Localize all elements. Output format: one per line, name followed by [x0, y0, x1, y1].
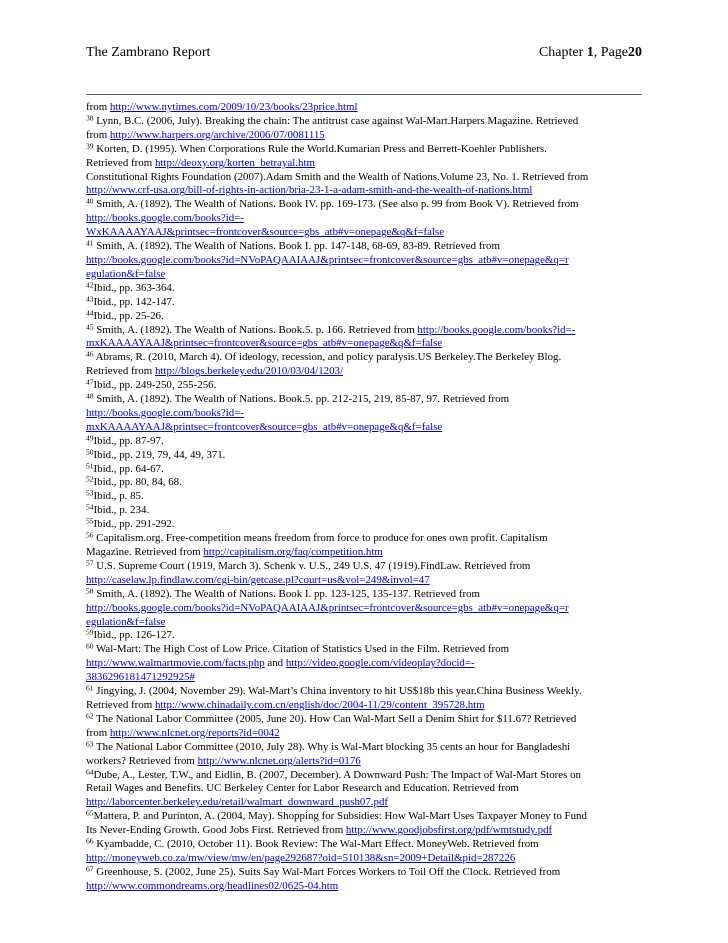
- footnote-line: [86, 824, 642, 838]
- footnote-text: Wal-Mart: The High Cost of Low Price. Citation of Statistics Used in the Film. Retrieved from: [93, 643, 510, 656]
- reference-link[interactable]: http://books.google.com/books?id=-: [86, 406, 244, 419]
- footnote-text: Its Never-Ending Growth. Good Jobs First. Retrieved from: [86, 824, 346, 837]
- footnote-line: [86, 490, 642, 504]
- footnote-text: Retrieved from: [86, 156, 155, 169]
- footnote-text: Retrieved from: [86, 365, 155, 378]
- footnote-number: 54: [86, 502, 94, 512]
- footnote-line: [86, 699, 642, 713]
- footnote-text: Smith, A. (1892). The Wealth of Nations. Book.5. pp. 212-215, 219, 85-87, 97. Retrieved from: [93, 393, 510, 406]
- reference-link[interactable]: 3836296181471292925#: [86, 671, 195, 684]
- header-rule: [86, 94, 642, 95]
- footnote-line: [86, 171, 642, 185]
- reference-link[interactable]: http://books.google.com/books?id=NVoPAQAAIAAJ&printsec=frontcover&source=gbs_atb#v=onepage&q=r: [86, 601, 569, 614]
- footnote-number: 44: [86, 308, 94, 318]
- footnote-number: 61: [86, 683, 94, 693]
- footnote-text: Smith, A. (1892). The Wealth of Nations. Book IV. pp. 169-173. (See also p. 99 from Book V). Retrieved from: [93, 198, 579, 211]
- footnote-line: [86, 504, 642, 518]
- footnote-text: Retail Wages and Benefits. UC Berkeley Center for Labor Research and Education. Retrieved from: [86, 782, 519, 795]
- footnote-line: [86, 435, 642, 449]
- footnote-text: Constitutional Rights Foundation (2007).Adam Smith and the Wealth of Nations.Volume 23, No. 1. Retrieved from: [86, 170, 589, 183]
- footnote-line: [86, 852, 642, 866]
- footnote-line: [86, 379, 642, 393]
- reference-link[interactable]: mxKAAAAYAAJ&printsec=frontcover&source=gbs_atb#v=onepage&q&f=false: [86, 337, 443, 350]
- chapter-number: 1: [586, 45, 594, 60]
- footnote-text: Korten, D. (1995). When Corporations Rule the World.Kumarian Press and Berrett-Koehler Publishers.: [93, 142, 547, 155]
- footnote-number: 62: [86, 711, 94, 721]
- footnote-line: [86, 407, 642, 421]
- reference-link[interactable]: http://www.nytimes.com/2009/10/23/books/23price.html: [109, 101, 358, 113]
- footnote-text: Kyambadde, C. (2010, October 11). Book Review: The Wal-Mart Effect. MoneyWeb. Retrieved from: [93, 838, 539, 851]
- footnote-text: from: [86, 128, 110, 141]
- reference-link[interactable]: http://video.google.com/videoplay?docid=-: [285, 657, 475, 670]
- reference-link[interactable]: http://moneyweb.co.za/mw/view/mw/en/page292687?oid=510138&sn=2009+Detail&pid=287226: [86, 851, 516, 864]
- footnote-text: from: [86, 101, 110, 113]
- footnote-line: [86, 157, 642, 171]
- footnote-number: 65: [86, 808, 94, 818]
- footnote-line: [86, 296, 642, 310]
- footnote-line: [86, 518, 642, 532]
- reference-link[interactable]: http://caselaw.lp.findlaw.com/cgi-bin/getcase.pl?court=us&vol=249&invol=47: [86, 573, 430, 586]
- footnote-text: Magazine. Retrieved from: [86, 546, 204, 558]
- footnote-number: 41: [86, 238, 94, 248]
- footnote-number: 56: [86, 530, 94, 540]
- footnote-text: Mattera, P. and Purinton, A. (2004, May). Shopping for Subsidies: How Wal-Mart Uses Taxpayer Money to Fund: [93, 810, 587, 823]
- footnote-text: from: [86, 726, 110, 739]
- footnote-text: Retrieved from: [86, 698, 155, 711]
- reference-link[interactable]: egulation&f=false: [86, 615, 166, 628]
- footnote-line: [86, 421, 642, 435]
- footnote-line: [86, 365, 642, 379]
- footnote-text: Ibid., pp. 80, 84, 68.: [93, 476, 182, 489]
- footnote-number: 50: [86, 447, 94, 457]
- footnote-line: [86, 337, 642, 351]
- footnote-text: Ibid., p. 234.: [93, 504, 150, 517]
- footnote-line: [86, 282, 642, 296]
- reference-link[interactable]: http://www.crf-usa.org/bill-of-rights-in-action/bria-23-1-a-adam-smith-and-the-wealth-of-nations.html: [86, 184, 533, 197]
- footnote-number: 67: [86, 864, 94, 874]
- footnote-line: [86, 184, 642, 198]
- reference-link[interactable]: http://www.chinadaily.com.cn/english/doc/2004-11/29/content_395728.htm: [154, 698, 485, 711]
- reference-link[interactable]: http://laborcenter.berkeley.edu/retail/walmart_downward_push07.pdf: [86, 796, 389, 809]
- reference-link[interactable]: mxKAAAAYAAJ&printsec=frontcover&source=gbs_atb#v=onepage&q&f=false: [86, 420, 443, 433]
- footnote-number: 64: [86, 767, 94, 776]
- footnote-line: [86, 782, 642, 796]
- footnote-text: Lynn, B.C. (2006, July). Breaking the chain: The antitrust case against Wal-Mart.Harpers Magazine. Retrieved: [93, 114, 579, 127]
- footnote-line: [86, 143, 642, 157]
- footnote-line: [86, 713, 642, 727]
- footnote-line: [86, 643, 642, 657]
- footnote-line: [86, 449, 642, 463]
- footnote-line: [86, 671, 642, 685]
- footnote-line: [86, 810, 642, 824]
- reference-link[interactable]: http://books.google.com/books?id=-: [86, 212, 244, 225]
- footnote-text: Ibid., pp. 87-97.: [93, 434, 164, 447]
- footnote-number: 51: [86, 461, 94, 471]
- chapter-page-label: [539, 44, 642, 62]
- reference-link[interactable]: http://www.commondreams.org/headlines02/0625-04.htm: [86, 879, 339, 892]
- footnote-line: [86, 240, 642, 254]
- footnote-text: The National Labor Committee (2005, June 20). How Can Wal-Mart Sell a Denim Shirt for $11.67? Retrieved: [93, 712, 577, 725]
- footnote-number: 55: [86, 516, 94, 526]
- reference-link[interactable]: http://deoxy.org/korten_betrayal.htm: [154, 156, 315, 169]
- footnote-number: 59: [86, 627, 94, 637]
- footnote-line: [86, 351, 642, 365]
- footnote-text: Greenhouse, S. (2002, June 25). Suits Say Wal-Mart Forces Workers to Toil Off the Clock. Retrieved from: [93, 865, 561, 878]
- footnote-line: [86, 727, 642, 741]
- reference-link[interactable]: http://www.goodjobsfirst.org/pdf/wmtstudy.pdf: [345, 824, 553, 837]
- footnote-line: [86, 685, 642, 699]
- footnote-text: Ibid., pp. 249-250, 255-256.: [93, 379, 217, 392]
- footnote-text: U.S. Supreme Court (1919, March 3). Schenk v. U.S., 249 U.S. 47 (1919).FindLaw. Retrieved from: [93, 559, 531, 572]
- footnote-line: [86, 101, 642, 115]
- footnote-number: 66: [86, 836, 94, 846]
- footnote-text: Smith, A. (1892). The Wealth of Nations. Book I. pp. 147-148, 68-69, 83-89. Retrieved from: [93, 240, 500, 253]
- footnote-line: [86, 866, 642, 880]
- footnote-number: 63: [86, 739, 94, 749]
- footnote-text: Ibid., p. 85.: [93, 490, 144, 503]
- footnote-text: Ibid., pp. 64-67.: [93, 462, 164, 475]
- footnote-line: [86, 310, 642, 324]
- reference-link[interactable]: http://blogs.berkeley.edu/2010/03/04/1203/: [154, 365, 343, 378]
- footnote-text: Ibid., pp. 25-26.: [93, 309, 164, 322]
- footnote-text: Abrams, R. (2010, March 4). Of ideology, recession, and policy paralysis.US Berkeley.The Berkeley Blog.: [93, 351, 562, 364]
- footnote-number: 53: [86, 488, 94, 498]
- footnote-line: [86, 602, 642, 616]
- footnote-number: 60: [86, 641, 94, 651]
- footnote-line: [86, 212, 642, 226]
- footnote-line: [86, 546, 642, 560]
- reference-link[interactable]: egulation&f=false: [86, 267, 166, 280]
- footnote-line: [86, 268, 642, 282]
- footnote-line: [86, 393, 642, 407]
- footnote-line: [86, 616, 642, 630]
- footnote-text: Ibid., pp. 126-127.: [93, 629, 175, 642]
- report-title: The Zambrano Report: [86, 45, 211, 60]
- footnote-number: 48: [86, 391, 94, 401]
- footnote-line: [86, 574, 642, 588]
- footnote-number: 49: [86, 433, 94, 443]
- footnote-number: 47: [86, 377, 94, 387]
- footnote-line: [86, 741, 642, 755]
- reference-link[interactable]: http://www.nlcnet.org/alerts?id=0176: [197, 754, 361, 767]
- footnote-line: [86, 629, 642, 643]
- footnote-text: Ibid., pp. 363-364.: [93, 281, 175, 294]
- footnote-text: Smith, A. (1892). The Wealth of Nations. Book.5. p. 166. Retrieved from: [93, 323, 418, 336]
- footnote-text: Ibid., pp. 142-147.: [93, 295, 175, 308]
- footnote-line: [86, 198, 642, 212]
- footnote-line: [86, 476, 642, 490]
- footnote-number: 42: [86, 280, 94, 290]
- footnote-text: Jingying, J. (2004, November 29). Wal-Mart’s China inventory to hit US$18b this year.China Business Weekly.: [93, 685, 582, 698]
- footnote-text: The National Labor Committee (2010, July 28). Why is Wal-Mart blocking 35 cents an hour for Bangladeshi: [93, 740, 571, 753]
- footnotes-list: [86, 101, 642, 894]
- footnote-number: 40: [86, 196, 94, 206]
- footnote-line: [86, 755, 642, 769]
- footnote-line: [86, 880, 642, 894]
- page-number: 20: [628, 45, 642, 60]
- page-label: , Page: [593, 45, 628, 60]
- footnote-line: [86, 115, 642, 129]
- footnote-text: Dube, A., Lester, T.W., and Eidlin, B. (2007, December). A Downward Push: The Impact of Wal-Mart Stores on: [93, 768, 581, 781]
- footnote-number: 57: [86, 558, 94, 568]
- footnote-line: [86, 254, 642, 268]
- footnote-number: 39: [86, 141, 94, 151]
- footnote-text: Ibid., pp. 291-292.: [93, 518, 175, 531]
- footnote-line: [86, 324, 642, 338]
- reference-link[interactable]: http://www.harpers.org/archive/2006/07/0081115: [109, 128, 325, 141]
- footnote-line: [86, 838, 642, 852]
- footnote-number: 58: [86, 586, 94, 596]
- footnote-number: 46: [86, 349, 94, 359]
- footnote-number: 43: [86, 294, 94, 304]
- footnote-line: [86, 796, 642, 810]
- footnote-number: 38: [86, 113, 94, 123]
- reference-link[interactable]: http://www.nlcnet.org/reports?id=0042: [109, 726, 280, 739]
- reference-link[interactable]: http://www.walmartmovie.com/facts.php: [86, 657, 265, 670]
- reference-link[interactable]: WxKAAAAYAAJ&printsec=frontcover&source=gbs_atb#v=onepage&q&f=false: [86, 226, 445, 239]
- footnote-line: [86, 129, 642, 143]
- reference-link[interactable]: http://books.google.com/books?id=-: [417, 323, 576, 336]
- footnote-text: Capitalism.org. Free-competition means freedom from force to produce for ones own profit. Capitalism: [93, 532, 548, 545]
- chapter-label: Chapter: [538, 45, 587, 60]
- footnote-text: Smith, A. (1892). The Wealth of Nations. Book I. pp. 123-125, 135-137. Retrieved from: [93, 587, 480, 600]
- footnote-line: [86, 463, 642, 477]
- footnote-line: [86, 226, 642, 240]
- footnote-line: [86, 588, 642, 602]
- footnote-number: 45: [86, 322, 94, 331]
- footnote-line: [86, 532, 642, 546]
- footnote-number: 52: [86, 474, 94, 484]
- footnote-line: [86, 560, 642, 574]
- footnote-line: [86, 657, 642, 671]
- reference-link[interactable]: http://capitalism.org/faq/competition.htm: [203, 546, 383, 558]
- reference-link[interactable]: http://books.google.com/books?id=NVoPAQAAIAAJ&printsec=frontcover&source=gbs_atb#v=onepage&q=r: [86, 253, 569, 266]
- footnote-line: [86, 769, 642, 783]
- footnote-text: and: [264, 657, 286, 670]
- footnote-text: workers? Retrieved from: [86, 754, 198, 767]
- footnote-text: Ibid., pp. 219, 79, 44, 49, 371.: [93, 448, 226, 461]
